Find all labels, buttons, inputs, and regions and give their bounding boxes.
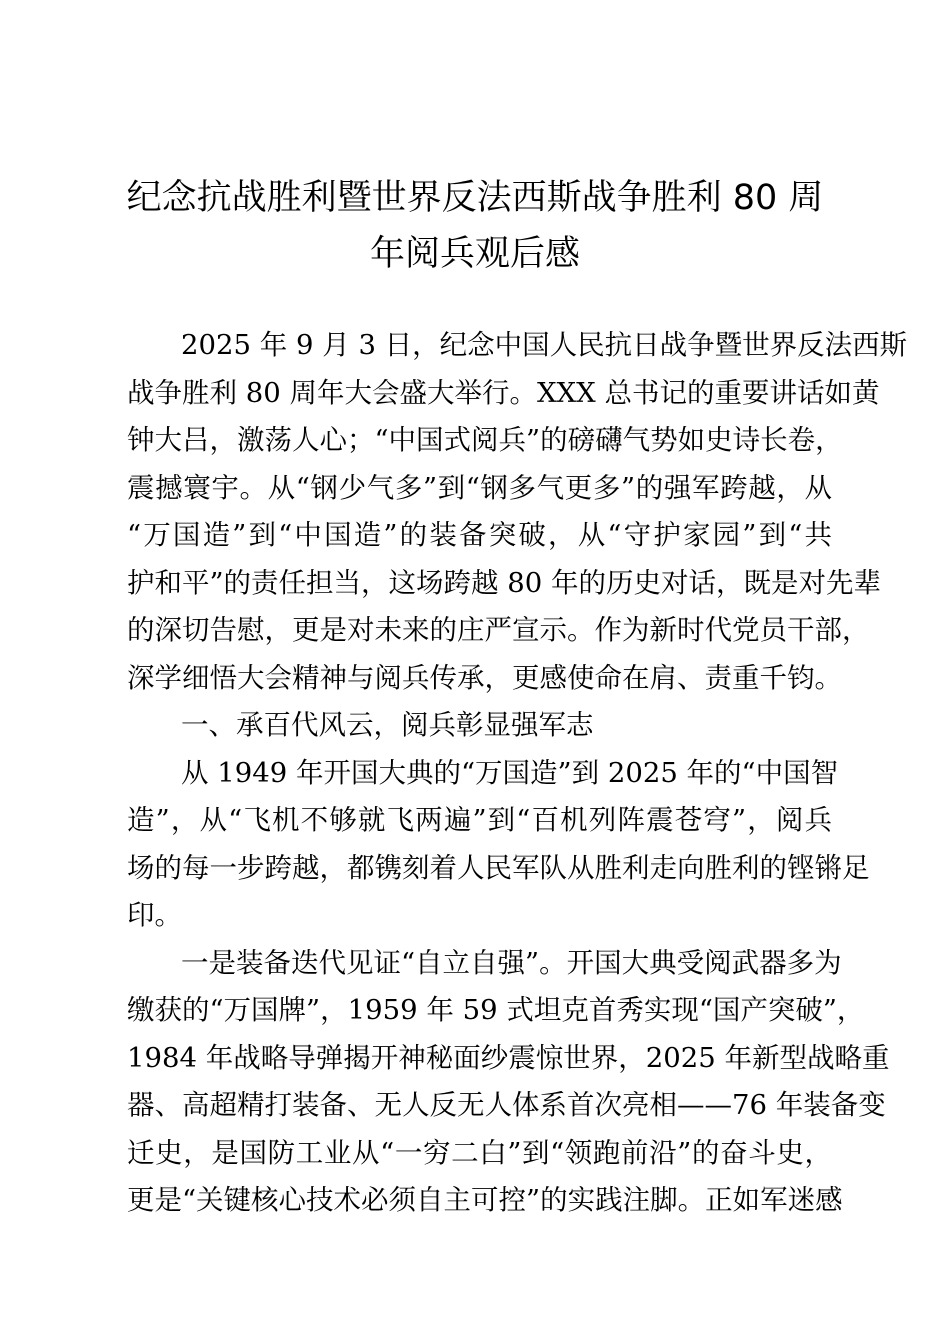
paragraph-line: 造”，从“飞机不够就飞两遍”到“百机列阵震苍穹”，阅兵 [127, 804, 832, 836]
section-heading [127, 702, 832, 750]
paragraph-history [127, 750, 870, 940]
document-body [127, 322, 908, 1225]
paragraph-intro [127, 322, 908, 702]
section-heading-text: 一、承百代风云，阅兵彰显强军志 [181, 709, 594, 741]
paragraph-line: 场的每一步跨越，都镌刻着人民军队从胜利走向胜利的铿锵足 [127, 851, 870, 884]
paragraph-line: 从 1949 年开国大典的“万国造”到 2025 年的“中国智 [181, 756, 839, 789]
paragraph-line: 深学细悟大会精神与阅兵传承，更感使命在肩、责重千钧。 [127, 661, 842, 694]
paragraph-line: 的深切告慰，更是对未来的庄严宣示。作为新时代党员干部， [127, 614, 870, 646]
paragraph-line: 缴获的“万国牌”，1959 年 59 式坦克首秀实现“国产突破”， [127, 994, 865, 1026]
paragraph-line: 迁史，是国防工业从“一穷二白”到“领跑前沿”的奋斗史， [127, 1136, 832, 1169]
paragraph-line: 战争胜利 80 周年大会盛大举行。XXX 总书记的重要讲话如黄 [127, 376, 880, 409]
title-line: 年阅兵观后感 [369, 234, 580, 274]
paragraph-line: 一是装备迭代见证“自立自强”。开国大典受阅武器多为 [181, 946, 842, 979]
paragraph-equipment [127, 940, 890, 1225]
paragraph-line: 器、高超精打装备、无人反无人体系首次亮相——76 年装备变 [127, 1089, 886, 1121]
paragraph-line: 更是“关键核心技术必须自主可控”的实践注脚。正如军迷感 [127, 1184, 843, 1216]
title-line: 纪念抗战胜利暨世界反法西斯战争胜利 80 周 [126, 178, 824, 218]
document-title [120, 170, 830, 282]
paragraph-line: 印。 [127, 899, 182, 931]
paragraph-line: 2025 年 9 月 3 日，纪念中国人民抗日战争暨世界反法西斯 [181, 329, 908, 361]
paragraph-line: 震撼寰宇。从“钢少气多”到“钢多气更多”的强军跨越，从 [127, 471, 832, 504]
paragraph-line: 护和平”的责任担当，这场跨越 80 年的历史对话，既是对先辈 [127, 566, 882, 599]
paragraph-line: 钟大吕，激荡人心；“中国式阅兵”的磅礴气势如史诗长卷， [127, 424, 843, 456]
paragraph-line: “万国造”到“中国造”的装备突破，从“守护家园”到“共 [127, 519, 832, 551]
paragraph-line: 1984 年战略导弹揭开神秘面纱震惊世界，2025 年新型战略重 [127, 1041, 890, 1074]
